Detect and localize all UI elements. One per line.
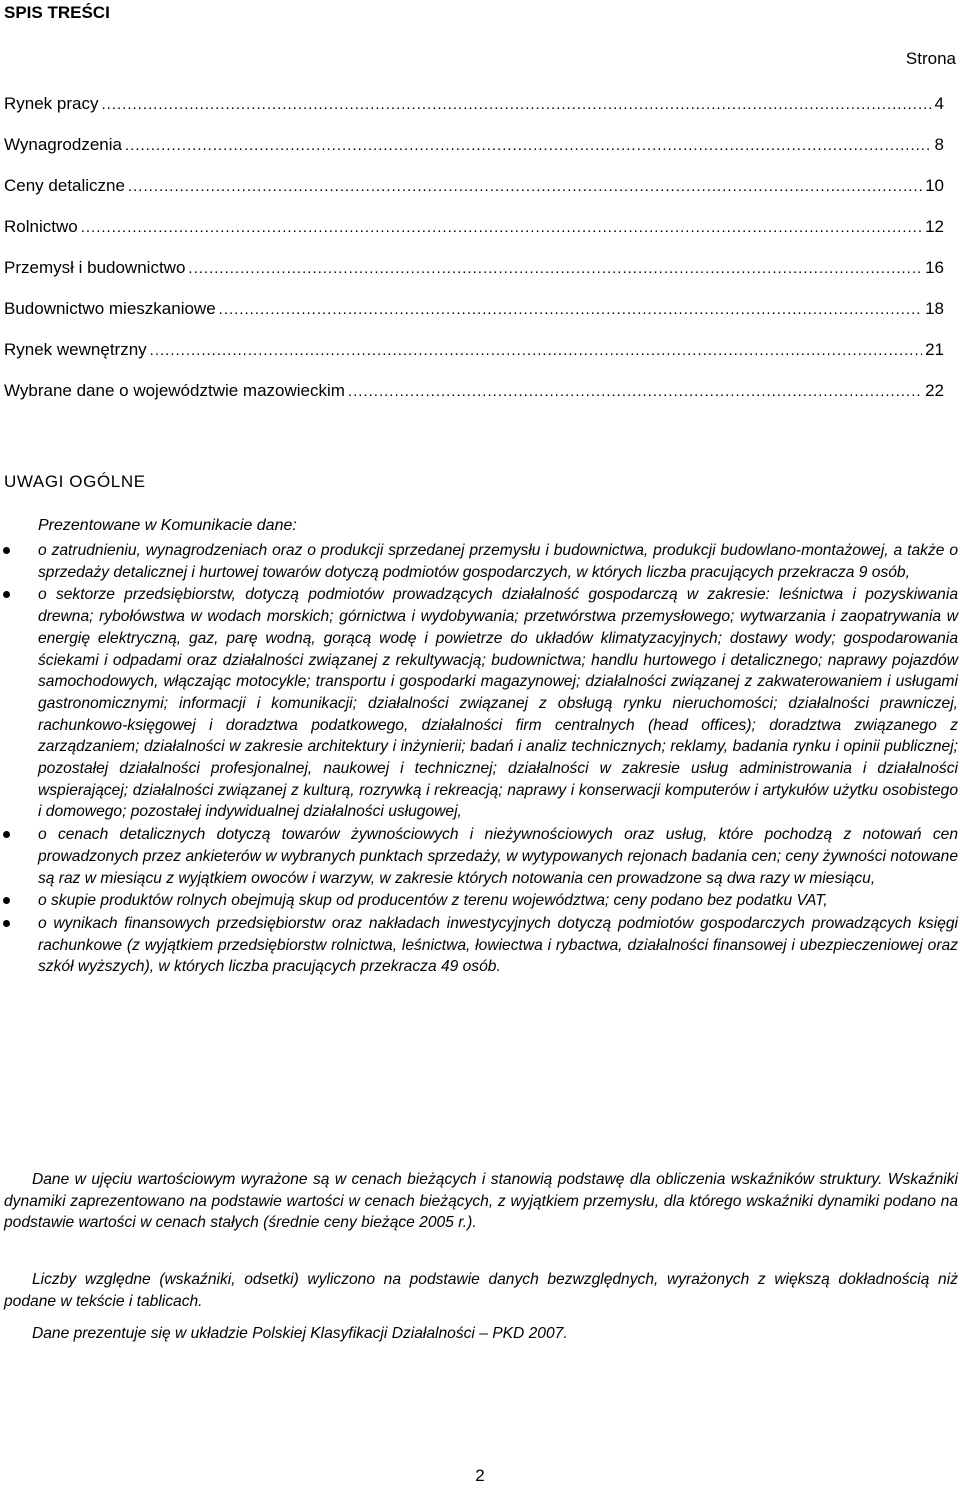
toc-leader-dots xyxy=(348,380,922,404)
list-item xyxy=(0,540,960,583)
bullet-icon xyxy=(3,591,10,598)
toc-entry[interactable] xyxy=(4,338,944,379)
toc-entry-label: Ceny detaliczne xyxy=(4,176,125,195)
toc-title: SPIS TREŚCI xyxy=(4,3,110,22)
page-number: 2 xyxy=(475,1466,485,1485)
toc-leader-dots xyxy=(188,257,922,281)
toc-entry-page: 8 xyxy=(934,135,944,154)
toc-entry[interactable] xyxy=(4,133,944,174)
toc-entry-label: Przemysł i budownictwo xyxy=(4,258,186,277)
bullet-list xyxy=(0,540,960,979)
toc-leader-dots xyxy=(128,175,922,199)
toc-entry-page: 12 xyxy=(925,217,944,236)
toc-entry-label: Budownictwo mieszkaniowe xyxy=(4,299,216,318)
list-item xyxy=(0,890,960,912)
toc-entry-label: Rolnictwo xyxy=(4,217,78,236)
paragraph-pkd: Dane prezentuje się w układzie Polskiej Klasyfikacji Działalności – PKD 2007. xyxy=(32,1325,568,1342)
toc-entry[interactable] xyxy=(4,215,944,256)
list-item-text: o skupie produktów rolnych obejmują skup od producentów z terenu województwa; ceny podano bez podatku VAT, xyxy=(38,892,828,910)
list-item xyxy=(0,584,960,823)
list-item xyxy=(0,913,960,978)
bullet-icon xyxy=(3,920,10,927)
page-column-header: Strona xyxy=(905,49,956,68)
list-item xyxy=(0,824,960,889)
toc-entry-page: 16 xyxy=(925,258,944,277)
section-heading: UWAGI OGÓLNE xyxy=(4,472,146,491)
table-of-contents xyxy=(4,92,944,420)
toc-entry[interactable] xyxy=(4,297,944,338)
toc-entry[interactable] xyxy=(4,174,944,215)
toc-entry-label: Rynek pracy xyxy=(4,94,99,113)
paragraph-relative-numbers: Liczby względne (wskaźniki, odsetki) wyliczono na podstawie danych bezwzględnych, wyrażonych z większą dokładnością niż podane w tekście i tablicach. xyxy=(4,1271,958,1310)
intro-text: Prezentowane w Komunikacie dane: xyxy=(38,517,297,534)
toc-leader-dots xyxy=(219,298,922,322)
toc-entry-label: Rynek wewnętrzny xyxy=(4,340,147,359)
bullet-icon xyxy=(3,897,10,904)
bullet-icon xyxy=(3,831,10,838)
bullet-icon xyxy=(3,547,10,554)
toc-entry-page: 18 xyxy=(925,299,944,318)
toc-leader-dots xyxy=(150,339,922,363)
toc-entry-label: Wybrane dane o województwie mazowieckim xyxy=(4,381,345,400)
list-item-text: o cenach detalicznych dotyczą towarów żywnościowych i nieżywnościowych oraz usług, które pochodzą z notowań cen prowadzonych przez ankieterów w wybranych punktach sprzedaży, w wytypowanych rejonach badania cen; ceny żywności notowane są raz w miesiącu z wyjątkiem owoców i warzyw, w zakresie których notowania cen prowadzone są dwa razy w miesiącu, xyxy=(38,826,958,887)
toc-leader-dots xyxy=(81,216,922,240)
toc-entry-label: Wynagrodzenia xyxy=(4,135,122,154)
list-item-text: o zatrudnieniu, wynagrodzeniach oraz o produkcji sprzedanej przemysłu i budownictwa, produkcji budowlano-montażowej, a także o sprzedaży detalicznej i hurtowej towarów dotyczą podmiotów gospodarczych, w których liczba pracujących przekracza 9 osób, xyxy=(38,542,958,581)
toc-entry-page: 22 xyxy=(925,381,944,400)
toc-entry[interactable] xyxy=(4,379,944,420)
toc-entry-page: 21 xyxy=(925,340,944,359)
paragraph-values: Dane w ujęciu wartościowym wyrażone są w cenach bieżących i stanowią podstawę dla obliczenia wskaźników struktury. Wskaźniki dynamiki zaprezentowano na podstawie wartości w cenach bieżących, z wyjątkiem przemysłu, dla którego wskaźniki dynamiki podano na podstawie wartości w cenach stałych (średnie ceny bieżące 2005 r.). xyxy=(4,1171,958,1232)
toc-leader-dots xyxy=(101,93,931,117)
list-item-text: o sektorze przedsiębiorstw, dotyczą podmiotów prowadzących działalność gospodarczą w zakresie: leśnictwa i pozyskiwania drewna; rybołówstwa w wodach morskich; górnictwa i wydobywania; przetwórstwa przemysłowego; wytwarzania i zaopatrywania w energię elektryczną, gaz, parę wodną, gorącą wodę i powietrze do układów klimatyzacyjnych; dostawy wody; gospodarowania ściekami i odpadami oraz działalności związanej z rekultywacją; budownictwa; handlu hurtowego i detalicznego; naprawy pojazdów samochodowych, włączając motocykle; transportu i gospodarki magazynowej; działalności związanej z zakwaterowaniem i usługami gastronomicznymi; informacji i komunikacji; działalności związanej z obsługą rynku nieruchomości; działalności prawniczej, rachunkowo-księgowej i doradztwa podatkowego, działalności firm centralnych (head offices); doradztwa związanego z zarządzaniem; działalności w zakresie architektury i inżynierii; badań i analiz technicznych; reklamy, badania rynku i opinii publicznej; pozostałej działalności profesjonalnej, naukowej i technicznej; działalności w zakresie usług administrowania i działalności wspierającej; działalności związanej z kulturą, rozrywką i rekreacją; naprawy i konserwacji komputerów i artykułów użytku osobistego i domowego; pozostałej indywidualnej działalności usługowej, xyxy=(38,586,958,821)
toc-entry-page: 10 xyxy=(925,176,944,195)
toc-leader-dots xyxy=(125,134,932,158)
list-item-text: o wynikach finansowych przedsiębiorstw oraz nakładach inwestycyjnych dotyczą podmiotów gospodarczych prowadzących księgi rachunkowe (z wyjątkiem przedsiębiorstw rolnictwa, leśnictwa, łowiectwa i rybactwa, działalności finansowej i ubezpieczeniowej oraz szkół wyższych), w których liczba pracujących przekracza 49 osób. xyxy=(38,914,958,976)
toc-entry[interactable] xyxy=(4,92,944,133)
toc-entry[interactable] xyxy=(4,256,944,297)
toc-entry-page: 4 xyxy=(934,94,944,113)
